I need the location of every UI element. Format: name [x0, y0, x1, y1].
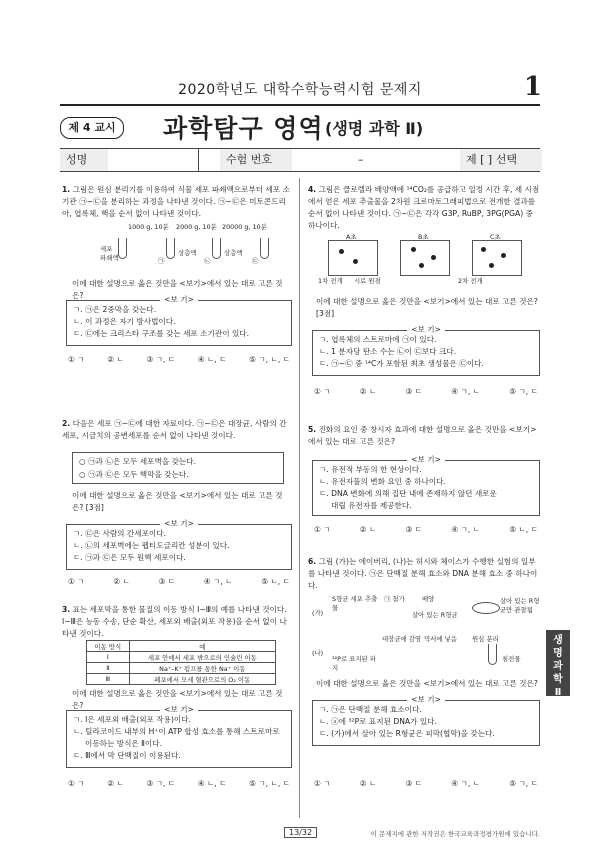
q3-choice-3[interactable]: ③ ㄱ, ㄷ [146, 779, 176, 788]
q1-g1: 1000 g, 10분 [128, 223, 169, 231]
q1-lysate: 세포 파쇄액 [100, 245, 119, 262]
table-row: Ⅱ Na⁺–K⁺ 펌프를 통한 Na⁺ 이동 [87, 663, 276, 674]
name-label: 성명 [60, 149, 108, 171]
side-tab-char: 명 [553, 648, 563, 659]
q6-choice-5[interactable]: ⑤ ㄱ, ㄷ [509, 779, 538, 788]
q1-label-b: ㉡ [204, 257, 211, 265]
q4-figure [318, 232, 538, 286]
q2-number: 2. [62, 419, 71, 428]
q1-choice-1[interactable]: ① ㄱ [68, 355, 85, 364]
q3-choice-2[interactable]: ② ㄴ [107, 779, 124, 788]
id-dash: – [358, 153, 364, 166]
q5-choice-3[interactable]: ③ ㄷ [405, 525, 423, 534]
q2-choice-1[interactable]: ① ㄱ [68, 577, 85, 586]
q3-choices [68, 778, 290, 789]
q1-supernatant-2: 상층액 [224, 249, 243, 257]
question-4 [308, 184, 540, 232]
q4-C: C초 [490, 233, 501, 241]
q2-choice-5[interactable]: ⑤ ㄴ, ㄷ [261, 577, 290, 586]
q1-ask: 이에 대한 설명으로 옳은 것만을 <보기>에서 있는 대로 고른 것은? [72, 279, 283, 300]
q3-choice-4[interactable]: ④ ㄴ, ㄷ [197, 779, 227, 788]
q2-bogi-title: <보 기> [160, 519, 198, 528]
q6-choices [314, 778, 538, 789]
q5-bogi-1: ㄱ. 유전적 부동의 한 현상이다. [319, 465, 422, 474]
q3-bogi-3: ㄷ. Ⅲ에서 막 단백질이 이용된다. [73, 751, 181, 760]
q1-bogi-3: ㄷ. ㉢에는 크리스타 구조를 갖는 세포 소기관이 있다. [73, 329, 250, 338]
q5-number: 5. [308, 425, 317, 434]
q1-text: 그림은 원심 분리기를 이용하여 식물 세포 파쇄액으로부터 세포 소기관 ㉠~㉢을 분리하는 과정을 나타낸 것이다. ㉠~㉢은 미토콘드리아, 엽록체, 핵을 순서 없이 나타낸 것이다. [62, 185, 290, 218]
question-1 [62, 184, 292, 220]
q5-choice-4[interactable]: ④ ㄱ, ㄴ [451, 525, 481, 534]
q2-bogi-2: ㄴ. ㉡의 세포벽에는 펩티도글리칸 성분이 있다. [73, 541, 230, 550]
q3-table [86, 640, 276, 685]
q3-bogi-title: <보 기> [160, 705, 198, 714]
table-row: Ⅲ 폐포에서 모세 혈관으로의 O₂ 이동 [87, 674, 276, 685]
side-tab-char: 생 [553, 635, 563, 646]
q2-bogi [66, 519, 292, 570]
q6-pellet: 침전물 [502, 655, 521, 663]
q6-number: 6. [308, 557, 317, 566]
q4-choice-2[interactable]: ② ㄴ [359, 387, 377, 396]
q3-ask: 이에 대한 설명으로 옳은 것만을 <보기>에서 있는 대로 고른 것은? [72, 689, 283, 710]
q4-choice-5[interactable]: ⑤ ㄱ, ㄷ [509, 387, 538, 396]
q1-choice-3[interactable]: ③ ㄱ, ㄷ [146, 355, 176, 364]
q1-label-a: ㉠ [158, 257, 165, 265]
q6-bogi [312, 695, 540, 746]
q1-choice-4[interactable]: ④ ㄴ, ㄷ [197, 355, 227, 364]
q2-bogi-3: ㄷ. ㉠과 ㉢은 모두 원핵 세포이다. [73, 553, 186, 562]
q6-tube [488, 644, 497, 665]
q6-choice-2[interactable]: ② ㄴ [359, 779, 377, 788]
q3-bogi [66, 705, 292, 768]
q6-bogi-title: <보 기> [407, 695, 445, 704]
q2-ask: 이에 대한 설명으로 옳은 것만을 <보기>에서 있는 대로 고른 것은? [3점] [72, 491, 283, 512]
q2-choices [68, 576, 290, 587]
q4-choice-1[interactable]: ① ㄱ [314, 387, 331, 396]
q4-bogi-3: ㄷ. ㉠~㉢ 중 ¹⁴C가 포함된 최초 생성물은 ㉢이다. [319, 359, 484, 368]
q2-choice-3[interactable]: ③ ㄷ [158, 577, 176, 586]
q1-g2: 2000 g, 10분 [176, 223, 217, 231]
question-3 [62, 604, 292, 640]
q3-text: 표는 세포막을 통한 물질의 이동 방식 Ⅰ~Ⅲ의 예를 나타낸 것이다. Ⅰ~Ⅲ은 능동 수송, 단순 확산, 세포외 배출(외포 작용)을 순서 없이 나타낸 것이다. [62, 605, 287, 638]
name-field[interactable] [108, 149, 199, 171]
q6-plate-result: 살아 있는 R형균만 관찰됨 [500, 597, 540, 614]
q2-text: 다음은 세포 ㉠~㉢에 대한 자료이다. ㉠~㉢은 대장균, 사람의 간세포, 시금치의 공변세포를 순서 없이 나타낸 것이다. [62, 419, 287, 440]
q6-na: (나) [312, 649, 324, 657]
q4-choice-4[interactable]: ④ ㄱ, ㄴ [451, 387, 481, 396]
q1-figure [100, 222, 270, 272]
table-row: Ⅰ 세포 안에서 세포 밖으로의 인슐린 이동 [87, 652, 276, 663]
q1-choice-5[interactable]: ⑤ ㄱ, ㄴ, ㄷ [249, 355, 290, 364]
q2-cond-1: ○ ㉠과 ㉡은 모두 세포벽을 갖는다. [79, 457, 196, 466]
q4-ask: 이에 대한 설명으로 옳은 것만을 <보기>에서 있는 대로 고른 것은? [3점] [316, 297, 538, 318]
page-number: 1 [523, 72, 542, 102]
q4-bogi [312, 325, 540, 376]
q6-bogi-3: ㄷ. (가)에서 살아 있는 R형균은 피막(협막)을 갖는다. [319, 729, 495, 738]
q1-tube-2 [166, 238, 175, 259]
q6-choice-4[interactable]: ④ ㄱ, ㄴ [451, 779, 481, 788]
q6-bogi-2: ㄴ. ⓐ에 ³²P로 표지된 DNA가 있다. [319, 717, 437, 726]
q6-blend: 믹서에 넣음 [424, 635, 457, 643]
q3-choice-1[interactable]: ① ㄱ [68, 779, 85, 788]
q4-B: B초 [418, 233, 429, 241]
q5-text: 진화의 요인 중 창시자 효과에 대한 설명으로 옳은 것만을 <보기>에서 있는 대로 고른 것은? [308, 425, 537, 446]
q2-cond-2: ○ ㉠과 ㉢은 모두 핵막을 갖는다. [79, 470, 189, 479]
q6-plate [472, 602, 500, 614]
q6-text: 그림 (가)는 에이버리, (나)는 허시와 체이스가 수행한 실험의 일부를 나타낸 것이다. ㉠은 단백질 분해 효소와 DNA 분해 효소 중 하나이다. [308, 557, 538, 590]
q2-conditions [72, 452, 284, 484]
subject-side-tab [546, 630, 570, 696]
q6-choice-3[interactable]: ③ ㄷ [405, 779, 423, 788]
q4-choice-3[interactable]: ③ ㄷ [405, 387, 423, 396]
q4-solvent2: 2차 전개 [458, 277, 483, 285]
header-rule [60, 104, 540, 106]
q4-bogi-2: ㄴ. 1 분자당 탄소 수는 ㉡이 ㉢보다 크다. [319, 347, 457, 356]
q6-ask: 이에 대한 설명으로 옳은 것만을 <보기>에서 있는 대로 고른 것은? [316, 679, 538, 688]
candidate-info-row [60, 148, 540, 172]
subject-title: 과학탐구 영역 [163, 114, 324, 143]
q4-number: 4. [308, 185, 317, 194]
q5-bogi [312, 455, 540, 516]
q3-bogi-2: ㄴ. 틸라코이드 내부의 H⁺이 ATP 합성 효소를 통해 스트로마로 [73, 727, 280, 736]
q4-choices [314, 386, 538, 397]
q6-choice-1[interactable]: ① ㄱ [314, 779, 331, 788]
q1-label-c: ㉢ [252, 257, 259, 265]
side-tab-char: 학 [553, 674, 563, 685]
q4-plate-b [400, 240, 450, 276]
q2-bogi-1: ㄱ. ㉢은 사람의 간세포이다. [73, 529, 167, 538]
id-field[interactable] [288, 149, 438, 171]
copyright-footer: 이 문제지에 관한 저작권은 한국교육과정평가원에 있습니다. [370, 830, 540, 838]
q6-ecoli: 대장균에 감염 [382, 635, 422, 643]
q6-r-cells: 살아 있는 R형균 [412, 611, 458, 619]
q6-phage: ³²P로 표지된 파지 [332, 655, 376, 672]
q5-choice-1[interactable]: ① ㄱ [314, 525, 331, 534]
q6-enzyme: ㉠ 첨가 [384, 595, 405, 603]
q5-choice-2[interactable]: ② ㄴ [359, 525, 377, 534]
q4-solvent1: 1차 전개 [318, 277, 343, 285]
q5-choices [314, 524, 538, 535]
q6-ga: (가) [312, 609, 324, 617]
q1-bogi-title: <보 기> [160, 295, 198, 304]
question-5 [308, 424, 540, 448]
q3-bogi-2b: 이동하는 방식은 Ⅱ이다. [85, 739, 162, 748]
q3-number: 3. [62, 605, 71, 614]
q2-choice-4[interactable]: ④ ㄱ, ㄴ [203, 577, 233, 586]
q1-choice-2[interactable]: ② ㄴ [107, 355, 124, 364]
question-2 [62, 418, 292, 442]
q6-figure [312, 594, 538, 670]
q5-bogi-3: ㄷ. DNA 변화에 의해 집단 내에 존재하지 않던 새로운 [319, 489, 497, 498]
question-6 [308, 556, 540, 592]
choice-label: 제 [ ] 선택 [460, 149, 542, 171]
q6-culture: 배양 [422, 595, 435, 603]
q6-s-cells: S형균 세포 추출물 [332, 595, 378, 612]
q4-bogi-title: <보 기> [407, 325, 445, 334]
side-tab-char: Ⅱ [554, 687, 562, 698]
q4-text: 그림은 클로렐라 배양액에 ¹⁴CO₂를 공급하고 일정 시간 후, 세 시점에서 얻은 세포 추출물을 2차원 크로마토그래피법으로 전개한 결과를 순서 없이 나타낸 것이다. ㉠~㉢은 각각 G3P, RuBP, 3PG(PGA) 중 하나이다. [308, 185, 540, 230]
q1-tube-4 [260, 238, 269, 259]
q4-origin: 시료 원점 [354, 277, 381, 285]
q5-choice-5[interactable]: ⑤ ㄴ, ㄷ [509, 525, 538, 534]
q3-th-1: 이동 방식 [87, 641, 130, 652]
q4-A: A초 [346, 233, 357, 241]
q1-bogi-1: ㄱ. ㉠은 2중막을 갖는다. [73, 305, 157, 314]
q4-plate-c [472, 240, 522, 276]
exam-title: 2020학년도 대학수학능력시험 문제지 [178, 82, 422, 98]
column-divider [299, 178, 300, 818]
subject-subtitle: (생명 과학 Ⅱ) [325, 119, 424, 138]
q5-bogi-title: <보 기> [407, 455, 445, 464]
q1-g3: 20000 g, 10분 [222, 223, 267, 231]
page-indicator: 13/32 [284, 827, 317, 838]
q3-choice-5[interactable]: ⑤ ㄱ, ㄴ, ㄷ [249, 779, 290, 788]
q3-th-2: 예 [129, 641, 275, 652]
q5-bogi-3b: 대립 유전자를 제공한다. [331, 501, 412, 510]
side-tab-char: 과 [553, 661, 563, 672]
q5-bogi-2: ㄴ. 유전자풀의 변화 요인 중 하나이다. [319, 477, 446, 486]
q4-plate-a [328, 240, 378, 276]
q1-bogi [66, 295, 292, 346]
q1-tube-3 [212, 238, 221, 259]
q2-choice-2[interactable]: ② ㄴ [113, 577, 130, 586]
q6-bogi-1: ㄱ. ㉠은 단백질 분해 효소이다. [319, 705, 422, 714]
q6-centri: 원심 분리 [472, 635, 499, 643]
period-badge: 제 4 교시 [60, 117, 124, 139]
q1-choices [68, 354, 290, 365]
q3-bogi-1: ㄱ. Ⅰ은 세포외 배출(외포 작용)이다. [73, 715, 192, 724]
q1-bogi-2: ㄴ. 이 과정은 자기 방사법이다. [73, 317, 176, 326]
q1-number: 1. [62, 185, 71, 194]
id-label: 수험 번호 [220, 149, 292, 171]
q1-supernatant: 상층액 [178, 249, 197, 257]
q4-bogi-1: ㄱ. 엽록체의 스트로마에 ㉠이 있다. [319, 335, 437, 344]
